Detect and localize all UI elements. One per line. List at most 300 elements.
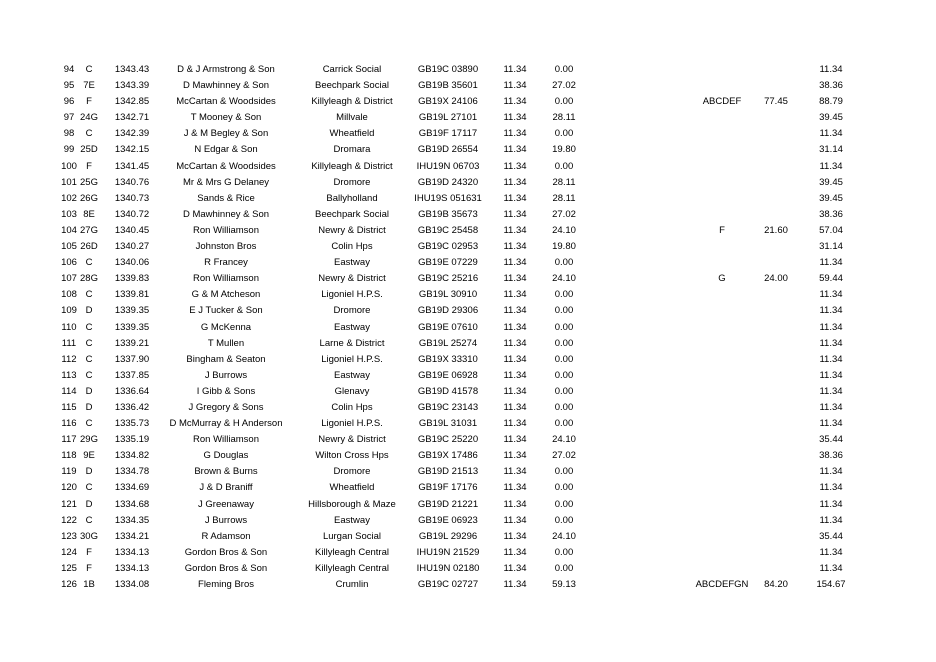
pools-cell: G (718, 273, 726, 285)
fancier-name-cell: J & D Braniff (199, 482, 253, 494)
velocity-cell: 1334.21 (114, 530, 150, 542)
club-cell: Colin Hps (331, 241, 373, 253)
fancier-name-cell: McCartan & Woodsides (176, 96, 276, 108)
prize-a-cell: 11.34 (503, 176, 527, 188)
club-cell: Ligoniel H.P.S. (321, 418, 383, 430)
total-cell: 38.36 (819, 450, 843, 462)
ring-number-cell: GB19L 25274 (418, 337, 478, 349)
prize-a-cell: 11.34 (503, 450, 527, 462)
fancier-name-cell: Fleming Bros (198, 579, 254, 590)
velocity-cell: 1340.27 (114, 241, 150, 253)
code-cell: 26D (80, 241, 98, 253)
table-row (0, 513, 936, 529)
position-cell: 101 (61, 176, 77, 188)
prize-b-cell: 0.00 (554, 96, 574, 108)
code-cell: 24G (80, 112, 98, 124)
prize-a-cell: 11.34 (503, 321, 527, 333)
pool-value-cell: 77.45 (764, 96, 788, 108)
velocity-cell: 1334.78 (114, 466, 150, 478)
table-row (0, 223, 936, 239)
position-cell: 121 (61, 498, 77, 510)
club-cell: Newry & District (318, 273, 386, 285)
total-cell: 11.34 (819, 562, 843, 574)
position-cell: 120 (61, 482, 77, 494)
ring-number-cell: GB19D 21221 (417, 498, 479, 510)
ring-number-cell: GB19D 41578 (417, 385, 479, 397)
code-cell: 26G (80, 192, 98, 204)
prize-a-cell: 11.34 (503, 337, 527, 349)
velocity-cell: 1340.72 (114, 208, 150, 220)
club-cell: Dromore (333, 466, 371, 478)
table-row (0, 78, 936, 94)
results-table (0, 62, 936, 593)
table-row (0, 545, 936, 561)
club-cell: Crumlin (335, 579, 369, 590)
ring-number-cell: GB19C 25216 (417, 273, 479, 285)
prize-b-cell: 0.00 (554, 321, 574, 333)
code-cell: F (86, 546, 92, 558)
total-cell: 11.34 (819, 546, 843, 558)
position-cell: 96 (63, 96, 75, 108)
table-row (0, 384, 936, 400)
prize-b-cell: 27.02 (552, 208, 576, 220)
prize-a-cell: 11.34 (503, 64, 527, 75)
prize-b-cell: 0.00 (554, 385, 574, 397)
velocity-cell: 1334.68 (114, 498, 150, 510)
fancier-name-cell: G & M Atcheson (191, 289, 261, 301)
club-cell: Lurgan Social (322, 530, 382, 542)
position-cell: 94 (63, 64, 75, 75)
prize-b-cell: 28.11 (552, 176, 576, 188)
position-cell: 115 (61, 401, 77, 413)
prize-b-cell: 24.10 (552, 273, 576, 285)
table-row (0, 303, 936, 319)
position-cell: 109 (61, 305, 77, 317)
pools-cell: ABCDEF (702, 96, 742, 108)
position-cell: 113 (61, 369, 77, 381)
total-cell: 88.79 (819, 96, 843, 108)
velocity-cell: 1336.64 (114, 385, 150, 397)
prize-b-cell: 24.10 (552, 224, 576, 236)
fancier-name-cell: J Greenaway (198, 498, 254, 510)
table-row (0, 94, 936, 110)
velocity-cell: 1343.39 (114, 80, 150, 92)
prize-a-cell: 11.34 (503, 208, 527, 220)
prize-a-cell: 11.34 (503, 112, 527, 124)
code-cell: 25G (80, 176, 98, 188)
ring-number-cell: GB19X 33310 (418, 353, 478, 365)
table-row (0, 577, 936, 593)
prize-b-cell: 0.00 (554, 546, 574, 558)
fancier-name-cell: McCartan & Woodsides (176, 160, 276, 172)
total-cell: 11.34 (819, 257, 843, 269)
position-cell: 104 (61, 224, 77, 236)
club-cell: Ballyholland (326, 192, 378, 204)
total-cell: 11.34 (819, 369, 843, 381)
position-cell: 118 (61, 450, 77, 462)
code-cell: 27G (80, 224, 98, 236)
position-cell: 125 (61, 562, 77, 574)
club-cell: Carrick Social (322, 64, 382, 75)
pool-value-cell: 21.60 (764, 224, 788, 236)
fancier-name-cell: R Adamson (201, 530, 251, 542)
prize-a-cell: 11.34 (503, 224, 527, 236)
position-cell: 126 (61, 579, 77, 590)
code-cell: 25D (80, 144, 98, 156)
fancier-name-cell: D McMurray & H Anderson (169, 418, 283, 430)
position-cell: 107 (61, 273, 77, 285)
fancier-name-cell: G Douglas (203, 450, 249, 462)
prize-b-cell: 24.10 (552, 434, 576, 446)
prize-a-cell: 11.34 (503, 562, 527, 574)
ring-number-cell: GB19E 07610 (418, 321, 478, 333)
fancier-name-cell: Ron Williamson (193, 434, 259, 446)
total-cell: 11.34 (819, 401, 843, 413)
position-cell: 111 (61, 337, 77, 349)
velocity-cell: 1334.13 (114, 546, 150, 558)
prize-a-cell: 11.34 (503, 241, 527, 253)
position-cell: 105 (61, 241, 77, 253)
club-cell: Killyleagh & District (311, 96, 393, 108)
prize-a-cell: 11.34 (503, 579, 527, 590)
total-cell: 35.44 (819, 530, 843, 542)
table-row (0, 352, 936, 368)
club-cell: Killyleagh & District (311, 160, 393, 172)
prize-b-cell: 0.00 (554, 160, 574, 172)
table-row (0, 287, 936, 303)
prize-b-cell: 0.00 (554, 418, 574, 430)
position-cell: 116 (61, 418, 77, 430)
prize-b-cell: 28.11 (552, 112, 576, 124)
ring-number-cell: GB19D 21513 (417, 466, 479, 478)
velocity-cell: 1339.21 (114, 337, 150, 349)
velocity-cell: 1342.15 (114, 144, 150, 156)
total-cell: 31.14 (819, 144, 843, 156)
club-cell: Larne & District (319, 337, 385, 349)
club-cell: Beechpark Social (315, 80, 389, 92)
club-cell: Glenavy (334, 385, 370, 397)
fancier-name-cell: I Gibb & Sons (196, 385, 256, 397)
code-cell: C (85, 64, 93, 75)
velocity-cell: 1334.82 (114, 450, 150, 462)
total-cell: 154.67 (816, 579, 846, 590)
table-row (0, 529, 936, 545)
table-row (0, 320, 936, 336)
table-row (0, 497, 936, 513)
total-cell: 11.34 (819, 321, 843, 333)
velocity-cell: 1343.43 (114, 64, 150, 75)
table-row (0, 159, 936, 175)
total-cell: 11.34 (819, 353, 843, 365)
table-row (0, 271, 936, 287)
ring-number-cell: GB19X 24106 (418, 96, 478, 108)
prize-b-cell: 0.00 (554, 337, 574, 349)
velocity-cell: 1337.90 (114, 353, 150, 365)
ring-number-cell: GB19C 02727 (417, 579, 479, 590)
position-cell: 114 (61, 385, 77, 397)
position-cell: 102 (61, 192, 77, 204)
position-cell: 103 (61, 208, 77, 220)
fancier-name-cell: Mr & Mrs G Delaney (182, 176, 270, 188)
fancier-name-cell: Ron Williamson (193, 273, 259, 285)
total-cell: 39.45 (819, 192, 843, 204)
table-row (0, 561, 936, 577)
prize-a-cell: 11.34 (503, 128, 527, 140)
club-cell: Newry & District (318, 224, 386, 236)
prize-a-cell: 11.34 (503, 273, 527, 285)
total-cell: 11.34 (819, 466, 843, 478)
fancier-name-cell: N Edgar & Son (194, 144, 258, 156)
code-cell: C (85, 289, 93, 301)
prize-a-cell: 11.34 (503, 498, 527, 510)
pool-value-cell: 84.20 (764, 579, 788, 590)
fancier-name-cell: D Mawhinney & Son (182, 208, 270, 220)
prize-a-cell: 11.34 (503, 418, 527, 430)
ring-number-cell: GB19L 29296 (418, 530, 478, 542)
velocity-cell: 1340.45 (114, 224, 150, 236)
table-row (0, 416, 936, 432)
code-cell: D (85, 498, 93, 510)
table-row (0, 110, 936, 126)
position-cell: 117 (61, 434, 77, 446)
code-cell: C (85, 337, 93, 349)
prize-b-cell: 24.10 (552, 530, 576, 542)
velocity-cell: 1342.71 (114, 112, 150, 124)
ring-number-cell: GB19B 35673 (418, 208, 478, 220)
club-cell: Ligoniel H.P.S. (321, 353, 383, 365)
prize-b-cell: 59.13 (552, 579, 576, 590)
total-cell: 35.44 (819, 434, 843, 446)
prize-b-cell: 28.11 (552, 192, 576, 204)
code-cell: D (85, 385, 93, 397)
velocity-cell: 1335.19 (114, 434, 150, 446)
table-row (0, 400, 936, 416)
prize-b-cell: 0.00 (554, 353, 574, 365)
club-cell: Millvale (336, 112, 368, 124)
table-row (0, 126, 936, 142)
table-row (0, 142, 936, 158)
velocity-cell: 1339.35 (114, 305, 150, 317)
ring-number-cell: GB19E 07229 (418, 257, 478, 269)
prize-a-cell: 11.34 (503, 305, 527, 317)
code-cell: D (85, 401, 93, 413)
fancier-name-cell: Gordon Bros & Son (184, 562, 268, 574)
total-cell: 31.14 (819, 241, 843, 253)
club-cell: Eastway (334, 514, 370, 526)
velocity-cell: 1334.69 (114, 482, 150, 494)
prize-b-cell: 27.02 (552, 450, 576, 462)
velocity-cell: 1340.76 (114, 176, 150, 188)
fancier-name-cell: E J Tucker & Son (189, 305, 263, 317)
total-cell: 59.44 (819, 273, 843, 285)
code-cell: 30G (80, 530, 98, 542)
fancier-name-cell: Ron Williamson (193, 224, 259, 236)
ring-number-cell: GB19F 17176 (418, 482, 478, 494)
club-cell: Wilton Cross Hps (315, 450, 389, 462)
table-row (0, 480, 936, 496)
ring-number-cell: IHU19N 21529 (416, 546, 480, 558)
fancier-name-cell: G McKenna (200, 321, 252, 333)
position-cell: 123 (61, 530, 77, 542)
prize-b-cell: 0.00 (554, 64, 574, 75)
code-cell: F (86, 562, 92, 574)
club-cell: Killyleagh Central (315, 562, 389, 574)
code-cell: 1B (83, 579, 95, 590)
prize-b-cell: 0.00 (554, 498, 574, 510)
code-cell: C (85, 482, 93, 494)
total-cell: 11.34 (819, 64, 843, 75)
velocity-cell: 1334.35 (114, 514, 150, 526)
position-cell: 110 (61, 321, 77, 333)
velocity-cell: 1342.39 (114, 128, 150, 140)
total-cell: 11.34 (819, 289, 843, 301)
code-cell: C (85, 128, 93, 140)
table-row (0, 448, 936, 464)
total-cell: 11.34 (819, 305, 843, 317)
fancier-name-cell: J Burrows (204, 369, 248, 381)
prize-b-cell: 0.00 (554, 482, 574, 494)
code-cell: 7E (83, 80, 95, 92)
table-row (0, 464, 936, 480)
ring-number-cell: GB19D 24320 (417, 176, 479, 188)
ring-number-cell: GB19D 26554 (417, 144, 479, 156)
prize-a-cell: 11.34 (503, 401, 527, 413)
ring-number-cell: GB19L 27101 (418, 112, 478, 124)
total-cell: 11.34 (819, 337, 843, 349)
ring-number-cell: GB19C 25458 (417, 224, 479, 236)
code-cell: D (85, 305, 93, 317)
prize-b-cell: 0.00 (554, 257, 574, 269)
total-cell: 38.36 (819, 80, 843, 92)
total-cell: 11.34 (819, 498, 843, 510)
code-cell: C (85, 321, 93, 333)
fancier-name-cell: T Mullen (207, 337, 245, 349)
prize-a-cell: 11.34 (503, 289, 527, 301)
ring-number-cell: IHU19N 06703 (416, 160, 480, 172)
position-cell: 122 (61, 514, 77, 526)
fancier-name-cell: J Gregory & Sons (188, 401, 264, 413)
position-cell: 112 (61, 353, 77, 365)
velocity-cell: 1337.85 (114, 369, 150, 381)
position-cell: 124 (61, 546, 77, 558)
club-cell: Dromore (333, 176, 371, 188)
prize-b-cell: 19.80 (552, 241, 576, 253)
ring-number-cell: GB19L 31031 (418, 418, 478, 430)
club-cell: Ligoniel H.P.S. (321, 289, 383, 301)
ring-number-cell: GB19E 06923 (418, 514, 478, 526)
velocity-cell: 1339.83 (114, 273, 150, 285)
prize-b-cell: 0.00 (554, 289, 574, 301)
velocity-cell: 1335.73 (114, 418, 150, 430)
position-cell: 119 (61, 466, 77, 478)
prize-a-cell: 11.34 (503, 546, 527, 558)
club-cell: Dromara (333, 144, 371, 156)
fancier-name-cell: D & J Armstrong & Son (177, 64, 275, 75)
total-cell: 11.34 (819, 128, 843, 140)
prize-b-cell: 0.00 (554, 369, 574, 381)
ring-number-cell: GB19C 25220 (417, 434, 479, 446)
club-cell: Eastway (334, 369, 370, 381)
prize-a-cell: 11.34 (503, 96, 527, 108)
table-row (0, 207, 936, 223)
prize-a-cell: 11.34 (503, 482, 527, 494)
prize-b-cell: 0.00 (554, 128, 574, 140)
fancier-name-cell: D Mawhinney & Son (182, 80, 270, 92)
fancier-name-cell: R Francey (204, 257, 248, 269)
position-cell: 106 (61, 257, 77, 269)
fancier-name-cell: T Mooney & Son (190, 112, 262, 124)
position-cell: 95 (63, 80, 75, 92)
code-cell: C (85, 257, 93, 269)
ring-number-cell: GB19D 29306 (417, 305, 479, 317)
position-cell: 100 (61, 160, 77, 172)
table-row (0, 175, 936, 191)
code-cell: F (86, 96, 92, 108)
position-cell: 98 (63, 128, 75, 140)
prize-b-cell: 19.80 (552, 144, 576, 156)
prize-a-cell: 11.34 (503, 80, 527, 92)
fancier-name-cell: Johnston Bros (195, 241, 257, 253)
club-cell: Wheatfield (329, 128, 375, 140)
fancier-name-cell: Brown & Burns (194, 466, 258, 478)
club-cell: Eastway (334, 257, 370, 269)
club-cell: Beechpark Social (315, 208, 389, 220)
position-cell: 97 (63, 112, 75, 124)
prize-b-cell: 0.00 (554, 514, 574, 526)
club-cell: Hillsborough & Maze (308, 498, 396, 510)
club-cell: Newry & District (318, 434, 386, 446)
code-cell: 9E (83, 450, 95, 462)
total-cell: 11.34 (819, 482, 843, 494)
table-row (0, 191, 936, 207)
ring-number-cell: GB19E 06928 (418, 369, 478, 381)
club-cell: Killyleagh Central (315, 546, 389, 558)
prize-a-cell: 11.34 (503, 369, 527, 381)
prize-a-cell: 11.34 (503, 353, 527, 365)
prize-a-cell: 11.34 (503, 434, 527, 446)
prize-b-cell: 0.00 (554, 401, 574, 413)
velocity-cell: 1340.06 (114, 257, 150, 269)
ring-number-cell: GB19X 17486 (418, 450, 478, 462)
table-row (0, 255, 936, 271)
total-cell: 11.34 (819, 418, 843, 430)
pools-cell: F (719, 224, 725, 236)
velocity-cell: 1341.45 (114, 160, 150, 172)
ring-number-cell: GB19C 23143 (417, 401, 479, 413)
velocity-cell: 1342.85 (114, 96, 150, 108)
velocity-cell: 1339.35 (114, 321, 150, 333)
code-cell: 8E (83, 208, 95, 220)
club-cell: Colin Hps (331, 401, 373, 413)
total-cell: 11.34 (819, 514, 843, 526)
prize-a-cell: 11.34 (503, 192, 527, 204)
prize-a-cell: 11.34 (503, 144, 527, 156)
ring-number-cell: IHU19S 051631 (414, 192, 482, 204)
velocity-cell: 1339.81 (114, 289, 150, 301)
fancier-name-cell: Sands & Rice (197, 192, 255, 204)
club-cell: Wheatfield (329, 482, 375, 494)
prize-b-cell: 27.02 (552, 80, 576, 92)
prize-a-cell: 11.34 (503, 530, 527, 542)
prize-a-cell: 11.34 (503, 385, 527, 397)
code-cell: 29G (80, 434, 98, 446)
velocity-cell: 1334.08 (114, 579, 150, 590)
velocity-cell: 1340.73 (114, 192, 150, 204)
fancier-name-cell: J & M Begley & Son (183, 128, 269, 140)
total-cell: 39.45 (819, 176, 843, 188)
velocity-cell: 1334.13 (114, 562, 150, 574)
fancier-name-cell: J Burrows (204, 514, 248, 526)
